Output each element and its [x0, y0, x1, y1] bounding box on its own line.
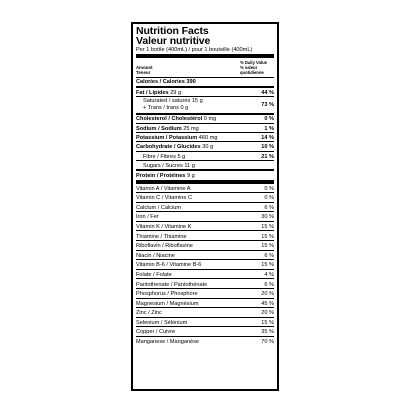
manganese-label: Manganese / Manganèse [136, 339, 200, 345]
daily-value-header-line1: % Daily Value [240, 60, 267, 66]
pantothenate-label: Pantothenate / Pantothénate [136, 281, 208, 288]
potassium-label [136, 135, 217, 141]
title-french: Valeur nutritive [136, 35, 211, 47]
pantothenate-daily-value: 6 % [264, 281, 274, 288]
potassium-amount: 460 mg [197, 134, 218, 141]
fat-daily-value: 44 % [261, 89, 274, 96]
magnesium-row [136, 299, 274, 308]
sodium-label-name: Sodium / Sodium [136, 125, 182, 132]
thiamine-label: Thiamine / Thiamine [136, 233, 187, 240]
carbohydrate-label-name: Carbohydrate / Glucides [136, 144, 201, 151]
saturated-label: Saturated / saturés 15 g [143, 98, 203, 105]
calories-label: Calories / Calories 390 [136, 79, 196, 86]
fat-label-name: Fat / Lipides [136, 89, 169, 96]
zinc-row [136, 308, 274, 317]
cholesterol-row [136, 115, 274, 123]
vitamin-c-daily-value: 0 % [264, 195, 274, 202]
carbohydrate-amount: 30 g [200, 144, 214, 151]
vitamin-c-row [136, 193, 274, 202]
zinc-daily-value: 20 % [261, 310, 274, 317]
vitamin-c-label: Vitamin C / Vitamine C [136, 195, 193, 202]
potassium-label-name: Potassium / Potassium [136, 134, 198, 141]
vitamin-b-6-daily-value: 15 % [261, 262, 274, 269]
title-english: Nutrition Facts [136, 25, 209, 37]
folate-daily-value: 4 % [264, 271, 274, 278]
thiamine-daily-value: 15 % [261, 233, 274, 240]
amount-header [136, 65, 153, 76]
vitamin-a-label: Vitamin A / Vitamine A [136, 185, 191, 192]
calcium-label: Calcium / Calcium [136, 204, 182, 211]
copper-row [136, 327, 274, 336]
folate-row [136, 270, 274, 279]
calcium-row [136, 203, 274, 212]
nutrition-facts-panel [131, 22, 279, 391]
cholesterol-amount: 0 mg [202, 116, 217, 123]
niacin-row [136, 251, 274, 260]
iron-label: Iron / Fer [136, 214, 159, 221]
trans-label: + Trans / trans 0 g [143, 104, 189, 111]
daily-value-header-line2: % valeur [240, 65, 258, 71]
potassium-row [136, 133, 274, 141]
pantothenate-row [136, 279, 274, 288]
vitamin-k-daily-value: 15 % [261, 224, 274, 231]
vitamin-k-row [136, 222, 274, 231]
niacin-daily-value: 6 % [264, 252, 274, 259]
sodium-label [136, 126, 199, 132]
iron-row [136, 212, 274, 221]
selenium-label: Selenium / Sélénium [136, 319, 188, 326]
manganese-row [136, 337, 274, 346]
riboflavin-daily-value: 15 % [261, 243, 274, 250]
carbohydrate-row [136, 142, 274, 150]
magnesium-label: Magnesium / Magnésium [136, 300, 199, 307]
calcium-daily-value: 6 % [264, 204, 274, 211]
folate-label: Folate / Folate [136, 271, 172, 278]
sodium-amount: 25 mg [181, 125, 199, 132]
selenium-daily-value: 15 % [261, 319, 274, 326]
fat-label [136, 90, 181, 96]
daily-value-header [240, 60, 274, 75]
serving-size: Per 1 bottle (400mL) / pour 1 bouteille (400mL) [136, 47, 253, 53]
thiamine-row [136, 231, 274, 240]
iron-daily-value: 30 % [261, 214, 274, 221]
column-header [136, 58, 274, 76]
riboflavin-row [136, 241, 274, 250]
saturated-daily-value: 73 % [261, 101, 274, 108]
fibre-row [136, 152, 274, 160]
manganese-daily-value: 70 % [261, 339, 274, 345]
sugars-row [136, 161, 274, 169]
copper-daily-value: 35 % [261, 329, 274, 336]
copper-label: Copper / Cuivre [136, 329, 176, 336]
potassium-daily-value: 14 % [261, 134, 274, 141]
protein-label [136, 173, 195, 179]
zinc-label: Zinc / Zinc [136, 310, 162, 317]
saturated-trans-label [136, 98, 203, 111]
sodium-row [136, 124, 274, 132]
carbohydrate-daily-value: 10 % [261, 144, 274, 151]
phosphorus-row [136, 289, 274, 298]
vitamin-mineral-list [136, 184, 274, 346]
vitamin-b-6-row [136, 260, 274, 269]
saturated-trans-row [136, 97, 274, 112]
fibre-daily-value: 21 % [261, 153, 274, 160]
phosphorus-label: Phosphorus / Phosphore [136, 291, 198, 298]
protein-label-name: Protein / Protéines [136, 173, 186, 180]
vitamin-b-6-label: Vitamin B-6 / Vitamine B-6 [136, 262, 202, 269]
vitamin-a-row [136, 184, 274, 193]
nutrient-list [136, 113, 274, 180]
cholesterol-daily-value: 0 % [264, 116, 274, 123]
magnesium-daily-value: 45 % [261, 300, 274, 307]
calories-row [136, 78, 274, 86]
niacin-label: Niacin / Niacine [136, 252, 175, 259]
sodium-daily-value: 1 % [264, 125, 274, 132]
cholesterol-label [136, 116, 216, 122]
fibre-label: Fibre / Fibres 5 g [143, 153, 186, 160]
protein-amount: 9 g [185, 173, 195, 180]
daily-value-header-line3: quotidienne [240, 70, 264, 76]
phosphorus-daily-value: 20 % [261, 291, 274, 298]
fat-row [136, 88, 274, 96]
protein-row [136, 171, 274, 179]
vitamin-a-daily-value: 0 % [264, 185, 274, 192]
fat-amount: 29 g [168, 89, 182, 96]
vitamin-k-label: Vitamin K / Vitamine K [136, 224, 192, 231]
amount-header-fr: Teneur [136, 70, 151, 76]
carbohydrate-label [136, 144, 213, 150]
cholesterol-label-name: Cholesterol / Cholestérol [136, 116, 203, 123]
amount-header-en: Amount [136, 64, 153, 70]
riboflavin-label: Riboflavin / Riboflavine [136, 243, 193, 250]
selenium-row [136, 318, 274, 327]
sugars-label: Sugars / Sucres 11 g [143, 162, 195, 169]
